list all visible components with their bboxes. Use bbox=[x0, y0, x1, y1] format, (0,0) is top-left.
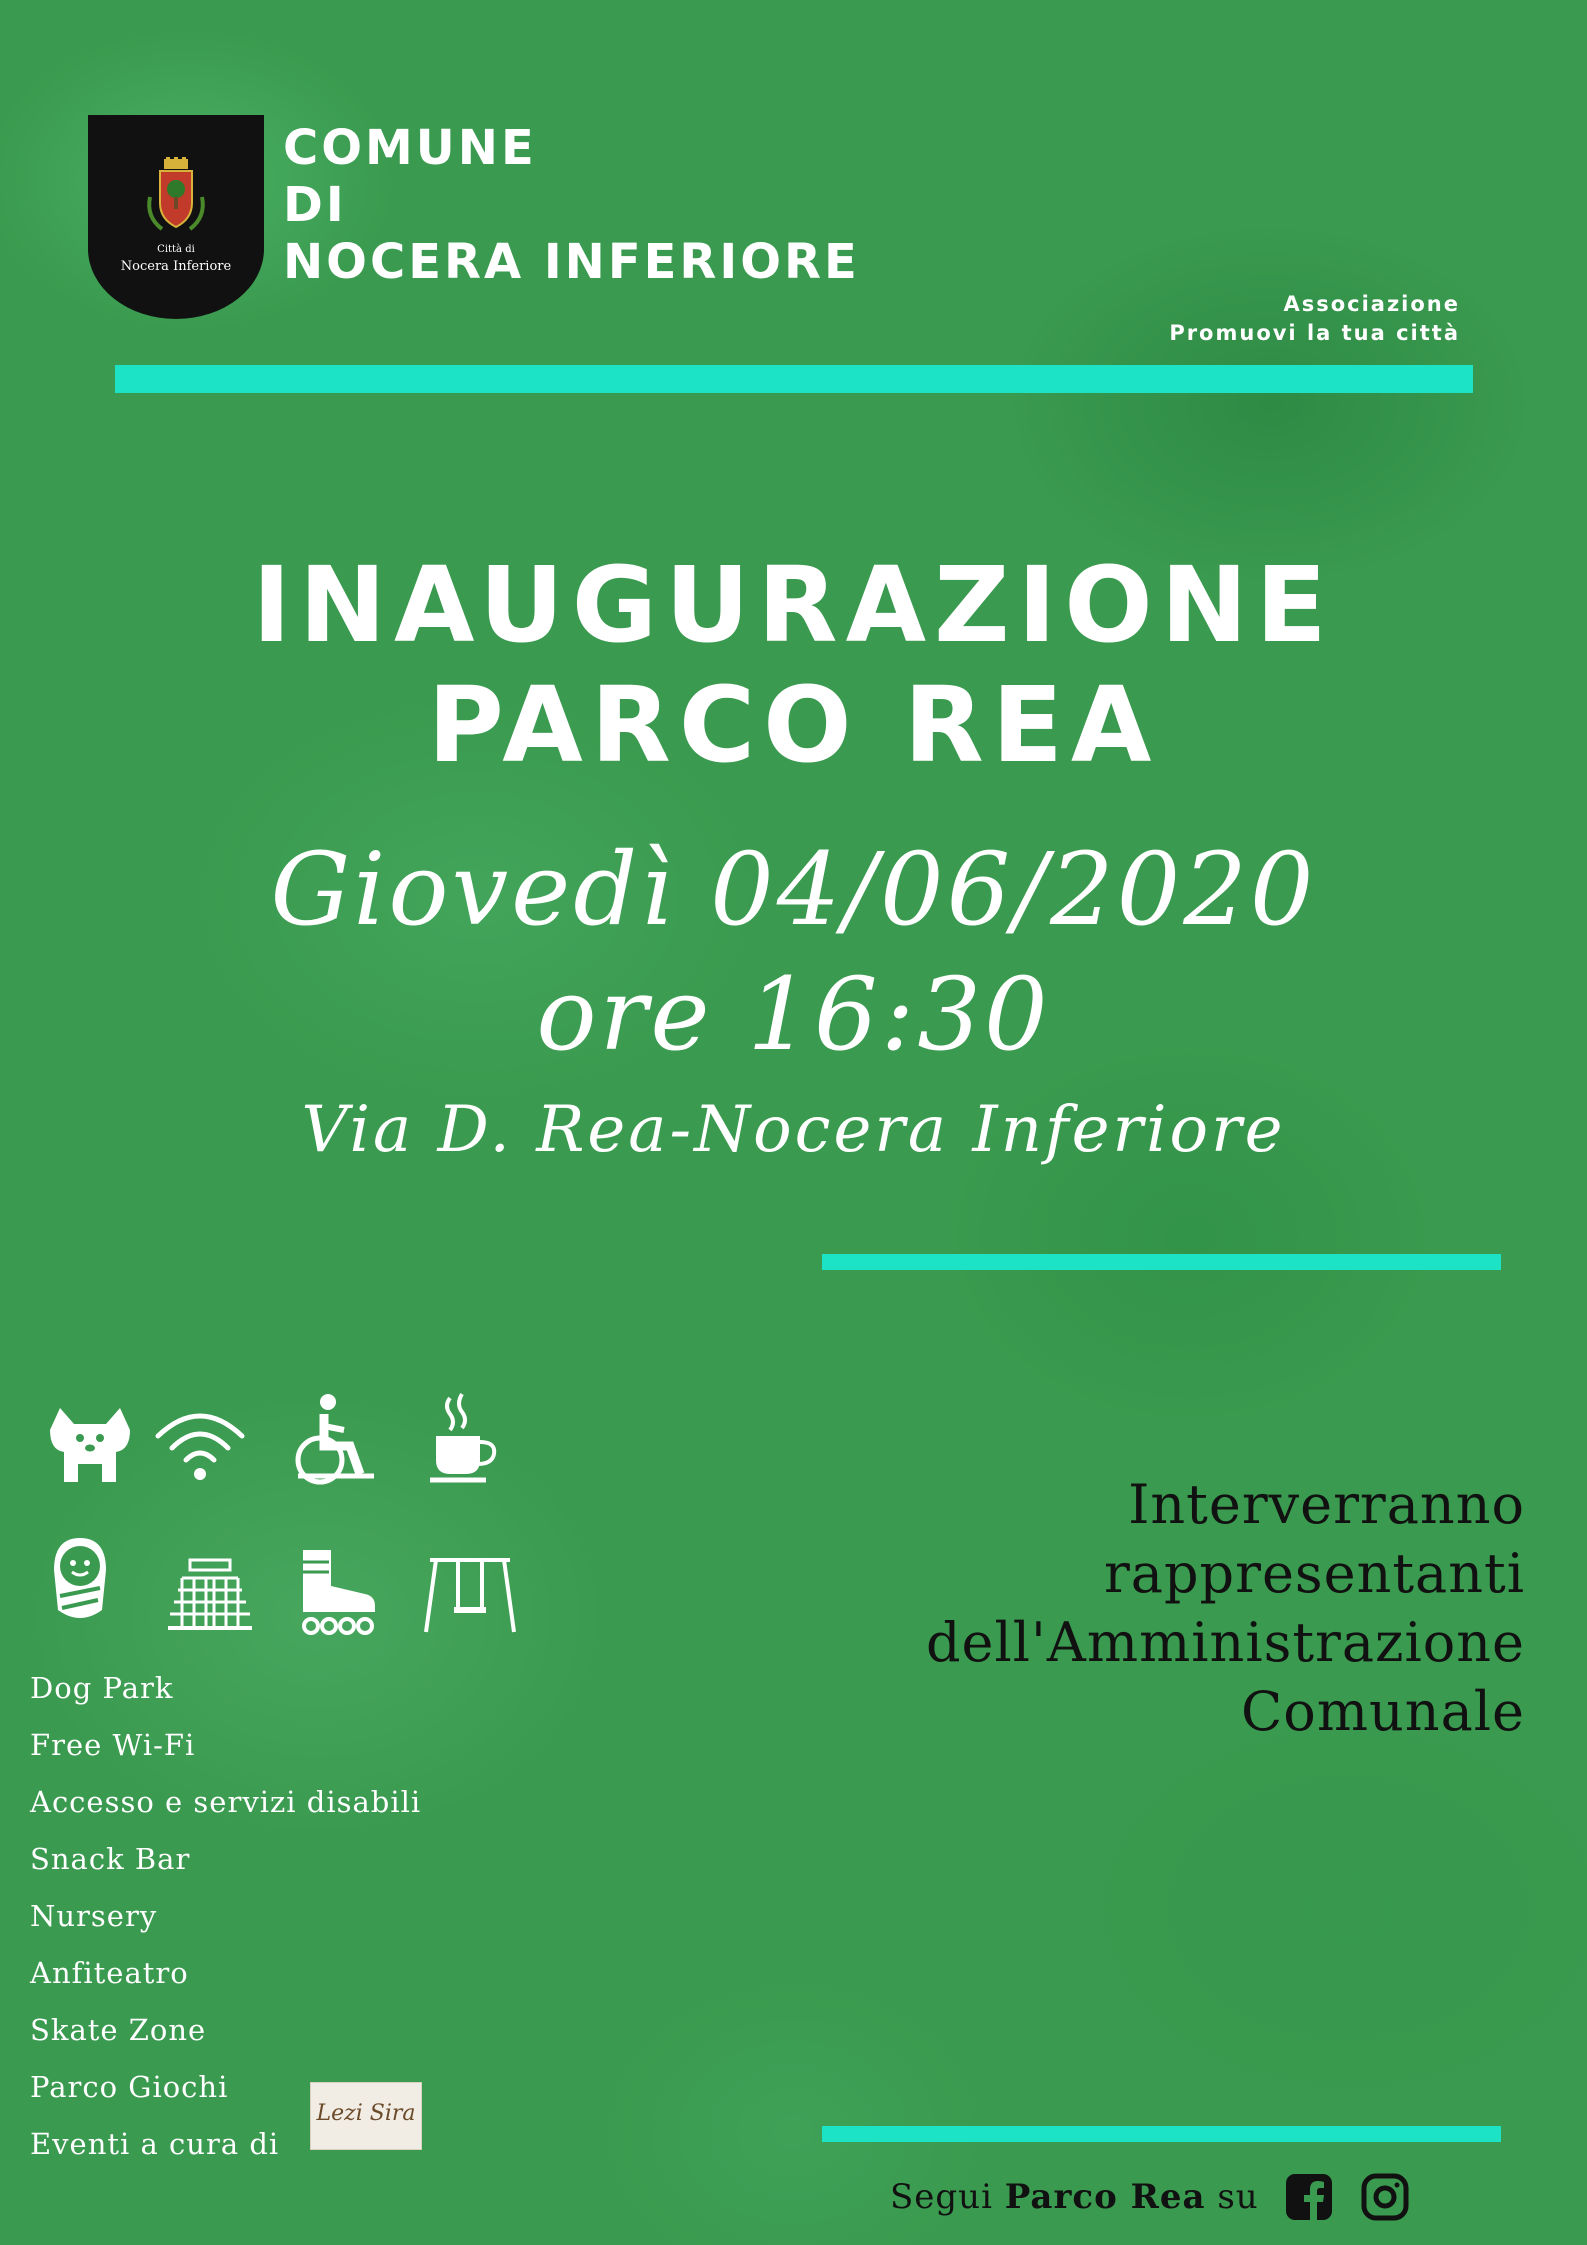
event-headline bbox=[100, 545, 1487, 785]
amenity-item: Free Wi-Fi bbox=[30, 1728, 196, 1762]
facebook-icon[interactable] bbox=[1284, 2172, 1334, 2222]
speakers-line: Comunale bbox=[1240, 1680, 1525, 1743]
city-crest-logo bbox=[88, 115, 264, 319]
association-line: Promuovi la tua città bbox=[1169, 321, 1460, 345]
follow-prefix: Segui bbox=[890, 2177, 993, 2217]
municipality-title-line: DI bbox=[283, 177, 347, 233]
event-date: Giovedì 04/06/2020 bbox=[270, 831, 1317, 948]
speakers-note bbox=[720, 1470, 1525, 1746]
speakers-line: rappresentanti bbox=[1103, 1542, 1525, 1605]
association-line: Associazione bbox=[1283, 292, 1460, 316]
speakers-line: Interverranno bbox=[1128, 1473, 1525, 1536]
divider-middle bbox=[822, 1254, 1501, 1270]
logo-caption-city: Città di bbox=[157, 244, 195, 255]
amenity-item: Parco Giochi bbox=[30, 2070, 229, 2104]
social-follow bbox=[890, 2170, 1587, 2222]
municipality-title-line: NOCERA INFERIORE bbox=[283, 234, 860, 290]
amenity-item: Dog Park bbox=[30, 1671, 174, 1705]
municipality-title bbox=[283, 120, 983, 291]
speakers-line: dell'Amministrazione bbox=[925, 1611, 1525, 1674]
headline-line: PARCO REA bbox=[427, 664, 1160, 786]
amenity-item: Anfiteatro bbox=[30, 1956, 189, 1990]
events-organizer-logo-text: Lezi Sira bbox=[316, 2101, 416, 2126]
events-organizer-logo bbox=[310, 2082, 422, 2150]
event-place: Via D. Rea-Nocera Inferiore bbox=[301, 1093, 1286, 1167]
follow-suffix: su bbox=[1217, 2177, 1259, 2217]
coffee-cup-icon bbox=[410, 1390, 510, 1490]
wifi-icon bbox=[150, 1390, 250, 1490]
divider-top bbox=[115, 365, 1473, 393]
amenity-item: Accesso e servizi disabili bbox=[30, 1785, 422, 1819]
follow-park-name: Parco Rea bbox=[1004, 2177, 1206, 2217]
amenity-item: Skate Zone bbox=[30, 2013, 207, 2047]
amenity-item: Snack Bar bbox=[30, 1842, 191, 1876]
logo-caption-name: Nocera Inferiore bbox=[120, 259, 232, 274]
swing-icon bbox=[420, 1540, 520, 1640]
baby-icon bbox=[30, 1530, 130, 1630]
event-time: ore 16:30 bbox=[536, 956, 1051, 1073]
amenity-item: Eventi a cura di bbox=[30, 2127, 280, 2161]
municipality-title-line: COMUNE bbox=[283, 120, 537, 176]
amenity-item: Nursery bbox=[30, 1899, 158, 1933]
skate-icon bbox=[285, 1540, 385, 1640]
association-credit bbox=[1000, 290, 1460, 348]
instagram-icon[interactable] bbox=[1360, 2172, 1410, 2222]
wheelchair-icon bbox=[280, 1390, 380, 1490]
crest-icon bbox=[142, 157, 210, 235]
dog-icon bbox=[40, 1390, 140, 1490]
headline-line: INAUGURAZIONE bbox=[252, 544, 1335, 666]
divider-bottom bbox=[822, 2126, 1501, 2142]
amphitheater-icon bbox=[160, 1540, 260, 1640]
